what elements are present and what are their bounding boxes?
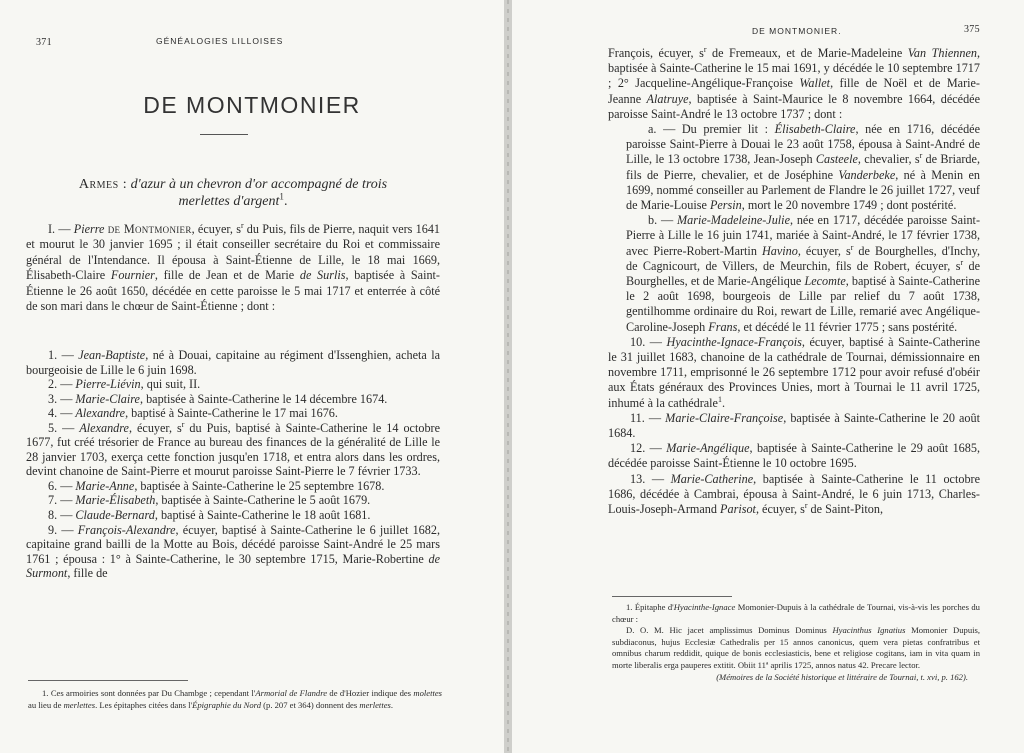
item-number: 11. — — [630, 410, 662, 425]
running-head: DE MONTMONIER. — [752, 26, 842, 36]
item-number: 7. — — [48, 493, 73, 508]
running-head: GÉNÉALOGIES LILLOISES — [156, 36, 284, 46]
list-item — [26, 479, 440, 494]
footnote-part: Momonier-Dupuis à la cathédrale de Tournai, vis-à-vis les porches du chœur : — [612, 602, 980, 624]
child-name: Marie-Claire — [75, 391, 140, 406]
item-text: , baptisée à Sainte-Catherine le 29 août 1685, décédée paroisse Saint-Étienne le 10 octobre 1695. — [608, 441, 981, 471]
spouse-name: Fournier — [110, 268, 155, 283]
item-text: , né à Douai, capitaine au régiment d'Issenghien, acheta la bourgeoisie de Lille le 6 juin 1698. — [26, 348, 441, 377]
family-title: DE MONTMONIER — [143, 92, 361, 118]
item-text: du Puis, baptisé à Sainte-Catherine le 14 octobre 1677, fut créé trésorier de France au bureau des finances de la généralité de Lille le 28 janvier 1703, exerça cette fonction jusqu'en 1718, et entra alors dans les ordres, devint chanoine de Saint-Pierre et mourut paroisse Saint-Pierre le 7 février 1733. — [26, 420, 441, 479]
page-number: 375 — [964, 24, 980, 35]
child-name: Marie-Claire-Françoise — [665, 410, 784, 425]
sup-r: r — [850, 242, 854, 252]
footnote-right — [612, 602, 980, 683]
page-number: 371 — [36, 37, 52, 48]
list-item — [26, 406, 440, 421]
footnote-word: merlettes — [63, 699, 96, 710]
item-text: , baptisée à Sainte-Catherine le 20 août 1684. — [608, 410, 980, 441]
list-item — [26, 348, 440, 377]
footnote-word: molettes — [413, 688, 443, 698]
footnote-rule — [612, 596, 732, 597]
spouse-mother-name: de Surlis — [299, 268, 346, 283]
item-number: 2. — — [48, 377, 73, 392]
list-item — [608, 411, 980, 441]
item-text: , écuyer, baptisé à Sainte-Catherine le 6 juillet 1682, capitaine grand bailli de la Motte au Bois, décédé paroisse Saint-André le 25 mars 1761 ; épousa : 1° à Sainte-Catherine, le 30 septembre 1715, Marie-Robertine — [26, 522, 441, 566]
sup-r: r — [703, 44, 707, 54]
item-number: 8. — — [48, 508, 73, 523]
para-text: , fille de Jean et de Marie — [154, 268, 300, 283]
sup-r: r — [960, 257, 964, 267]
child-name: Alexandre — [79, 420, 129, 435]
person-name: Casteele — [815, 152, 858, 167]
item-text: , baptisé à Sainte-Catherine le 18 août 1681. — [154, 508, 371, 523]
footnote-rule — [28, 680, 188, 681]
para-text: François, écuyer, s — [608, 46, 704, 60]
person-name: Marie-Madeleine-Julie — [676, 213, 790, 228]
child-name: Marie-Élisabeth — [75, 493, 156, 508]
item-text: , baptisée à Sainte-Catherine le 25 septembre 1678. — [134, 478, 385, 493]
item-number: 9. — — [48, 522, 74, 537]
para-text: , mort le 20 novembre 1749 ; dont postérité. — [741, 198, 957, 213]
person-name: Lecomte — [804, 274, 846, 289]
title-rule — [200, 134, 248, 135]
spouse-name: de Surmont — [26, 551, 440, 581]
footnote-left — [28, 688, 442, 711]
para-text: , écuyer, s — [191, 222, 241, 236]
item-number: 6. — — [48, 478, 73, 493]
para-text: de Fremeaux, et de Marie-Madeleine — [706, 46, 908, 60]
spouse-name: Parisot — [720, 502, 756, 517]
item-text: , écuyer, s — [755, 502, 805, 517]
para-text: , baptisé à Sainte-Catherine le 2 août 1698, bourgeois de Lille par relief du 7 août 1738, gentilhomme ordinaire du Roi, rewart de Lille, remarié avec Angélique-Caroline-Joseph — [626, 274, 980, 334]
child-name: Marie-Angélique — [666, 441, 750, 456]
item-number: 1. — — [48, 348, 74, 362]
item-number: 13. — — [630, 471, 664, 486]
continued-paragraph — [608, 46, 980, 122]
footnote-name: Hyacinthe-Ignace — [673, 602, 736, 612]
list-item — [26, 493, 440, 508]
list-item — [608, 441, 980, 471]
item-text: , qui suit, II. — [140, 377, 201, 392]
item-number: 5. — — [48, 420, 75, 435]
footnote-part: au lieu de — [28, 699, 64, 710]
children-list — [26, 348, 440, 581]
sup-r: r — [181, 419, 185, 429]
footnote-source — [612, 672, 980, 684]
main-text-left — [26, 222, 440, 314]
main-text-right — [608, 46, 980, 517]
person-name: Van Thiennen — [907, 46, 977, 60]
right-page — [512, 0, 1024, 753]
child-name: Claude-Bernard — [75, 508, 155, 523]
generation-number: I. — — [48, 222, 71, 236]
para-text: , baptisée à Saint-Étienne le 26 août 1650, décédée en cette paroisse le 5 mai 1717 et enterrée à côté de son mari dans le chœur de Saint-Étienne ; dont : — [26, 268, 440, 314]
epitaph-latin — [612, 625, 980, 671]
child-name: Marie-Anne — [75, 478, 135, 493]
person-name: Persin — [709, 198, 742, 213]
footnote-number: 1. — [42, 688, 49, 698]
sup-r: r — [919, 151, 923, 161]
footnote-title: Épigraphie du Nord — [192, 699, 262, 710]
footnote-part: 1. Épitaphe d' — [626, 602, 674, 612]
sub-label: b. — — [648, 213, 674, 228]
sup-r: r — [240, 220, 244, 230]
gutter-shadow — [507, 0, 509, 753]
source-ref: , t. xvi, p. 162). — [916, 671, 968, 682]
item-number: 3. — — [48, 391, 73, 406]
list-item — [26, 523, 440, 581]
person-name: Frans — [708, 319, 738, 334]
person-name: Wallet — [799, 76, 831, 91]
item-text: , baptisée à Sainte-Catherine le 5 août 1679. — [155, 493, 371, 508]
list-item — [608, 335, 980, 411]
item-text: , fille de — [67, 566, 108, 581]
item-text: , écuyer, baptisé à Sainte-Catherine le 31 juillet 1683, chanoine de la cathédrale de Tournai, démissionnaire en novembre 1711, emprisonné le 26 septembre 1712 pour avoir refusé d'obéir aux États généraux des Provinces Unies, mort à Tournai le 11 avril 1725, inhumé à la cathédrale — [608, 334, 980, 410]
sub-entry-a — [608, 122, 980, 213]
item-text: de Saint-Piton, — [807, 502, 883, 517]
footnote-part: (p. 207 et 364) donnent des — [261, 699, 360, 710]
source-title: (Mémoires de la Société historique et littéraire de Tournai — [716, 671, 917, 682]
para-text: , né à Menin en 1699, nommé conseiller au Parlement de Flandre le 26 juillet 1727, veuf de Marie-Louise — [626, 167, 980, 213]
footnote-part: . — [390, 699, 394, 710]
para-text: de Briarde, fils de Pierre, chevalier, et de Joséphine — [626, 152, 980, 182]
list-item — [26, 508, 440, 523]
para-text: , baptisée à Saint-Maurice le 8 novembre 1664, décédée paroisse Saint-André le 13 octobre 1737 ; dont : — [608, 91, 980, 121]
sub-entry-b — [608, 213, 980, 335]
footnote-text — [612, 602, 980, 625]
person-name: Alatruye — [646, 91, 689, 106]
item-text: , écuyer, s — [128, 420, 182, 435]
item-number: 4. — — [48, 406, 73, 421]
person-name: Vanderbeke — [838, 167, 896, 182]
footnote-word: merlettes — [359, 699, 391, 710]
para-text: , chevalier, s — [857, 152, 920, 167]
arms-blazon: Armes : d'azur à un chevron d'or accompagné de trois merlettes d'argent$^1$. — [78, 177, 388, 210]
arms-label: Armes : — [78, 177, 128, 192]
item-number: 10. — — [630, 334, 662, 349]
para-text: de Bourghelles, et de Marie-Angélique — [626, 258, 980, 289]
item-text: , baptisée à Sainte-Catherine le 14 décembre 1674. — [139, 391, 388, 406]
child-name: Jean-Baptiste — [78, 348, 146, 362]
blazon-line1: d'azur à un chevron d'or accompagné de trois — [130, 177, 388, 192]
footnote-text — [28, 688, 442, 711]
footnote-part: de d'Hozier indique des — [327, 688, 414, 698]
list-item — [608, 472, 980, 518]
item-text: , baptisée à Sainte-Catherine le 11 octobre 1686, décédée à Cambrai, épousa à Saint-André, le 6 juin 1713, Charles-Louis-Joseph-Armand — [608, 471, 980, 517]
list-item — [26, 421, 440, 479]
generation-paragraph — [26, 222, 440, 314]
child-name: Pierre-Liévin — [75, 377, 141, 392]
para-text: , baptisée à Sainte-Catherine le 15 mai 1691, y décédée le 10 septembre 1717 ; 2° Jacqueline-Angélique-Françoise — [608, 46, 981, 91]
para-text: , et décédé le 11 février 1775 ; sans postérité. — [737, 319, 958, 334]
child-name: François-Alexandre — [77, 522, 176, 537]
footnote-ref: 1 — [717, 394, 722, 404]
person-name: Élisabeth-Claire — [774, 122, 856, 137]
sub-label: a. — Du premier lit : — [648, 122, 769, 137]
item-text: , baptisé à Sainte-Catherine le 17 mai 1676. — [125, 406, 338, 421]
para-text: , née en 1716, décédée paroisse Saint-Pierre à Douai le 23 août 1758, épousa à Saint-André de Lille, le 13 octobre 1738, Jean-Joseph — [626, 122, 980, 167]
sup-r: r — [804, 501, 808, 511]
list-item — [26, 392, 440, 407]
footnote-part: . Les épitaphes citées dans l' — [95, 699, 193, 710]
para-text: , née en 1717, décédée paroisse Saint-Pierre à Lille le 16 juin 1741, mariée à Saint-André, le 17 février 1738, avec Pierre-Robert-Martin — [626, 213, 981, 258]
child-name: Alexandre — [75, 406, 126, 421]
footnote-name: Hyacinthus Ignatius — [832, 625, 906, 636]
footnote-part: Ces armoiries sont données par Du Chambge ; cependant l' — [50, 688, 256, 698]
para-text: de Bourghelles, d'Inchy, de Cagnicourt, de Villers, de Meurchin, fils de Robert, écuyer, s — [626, 243, 980, 273]
para-text: du Puis, fils de Pierre, naquit vers 1641 et mourut le 30 janvier 1695 ; il était conseiller secrétaire du Roi et commissaire général de l'Intendance. Il épousa à Saint-Étienne de Lille, le 18 mai 1669, Élisabeth-Claire — [26, 222, 441, 283]
footnote-title: Armorial de Flandre — [255, 688, 328, 698]
person-surname: de Montmonier — [107, 222, 192, 236]
item-number: 12. — — [630, 441, 662, 456]
person-name: Havino — [761, 243, 798, 258]
child-name: Hyacinthe-Ignace-François — [666, 334, 802, 349]
left-page — [0, 0, 504, 753]
person-name: Pierre — [73, 222, 105, 236]
para-text: , fille de Noël et de Marie-Jeanne — [608, 76, 980, 106]
item-text: . — [721, 395, 725, 410]
footnote-part: D. O. M. Hic jacet amplissimus Dominus Dominus — [626, 625, 833, 636]
list-item — [26, 377, 440, 392]
footnote-part: Momonier Dupuis, subdiaconus, hujus Ecclesiæ Cathedralis per 15 annos canonicus, quem vera pietas confratribus et omnibus charum reddidit, quique de bonis ecclesiasticis, bene et religiose cogitans, iam in vita quam in morte liberalis erga pauperes extitit. Obiit 11ª aprilis 1725, annos natus 42. Precare lector. — [612, 625, 981, 670]
blazon-line2: merlettes d'argent — [178, 194, 280, 210]
footnote-ref: 1 — [279, 191, 284, 202]
child-name: Marie-Catherine — [670, 471, 754, 486]
para-text: , écuyer, s — [797, 243, 851, 258]
